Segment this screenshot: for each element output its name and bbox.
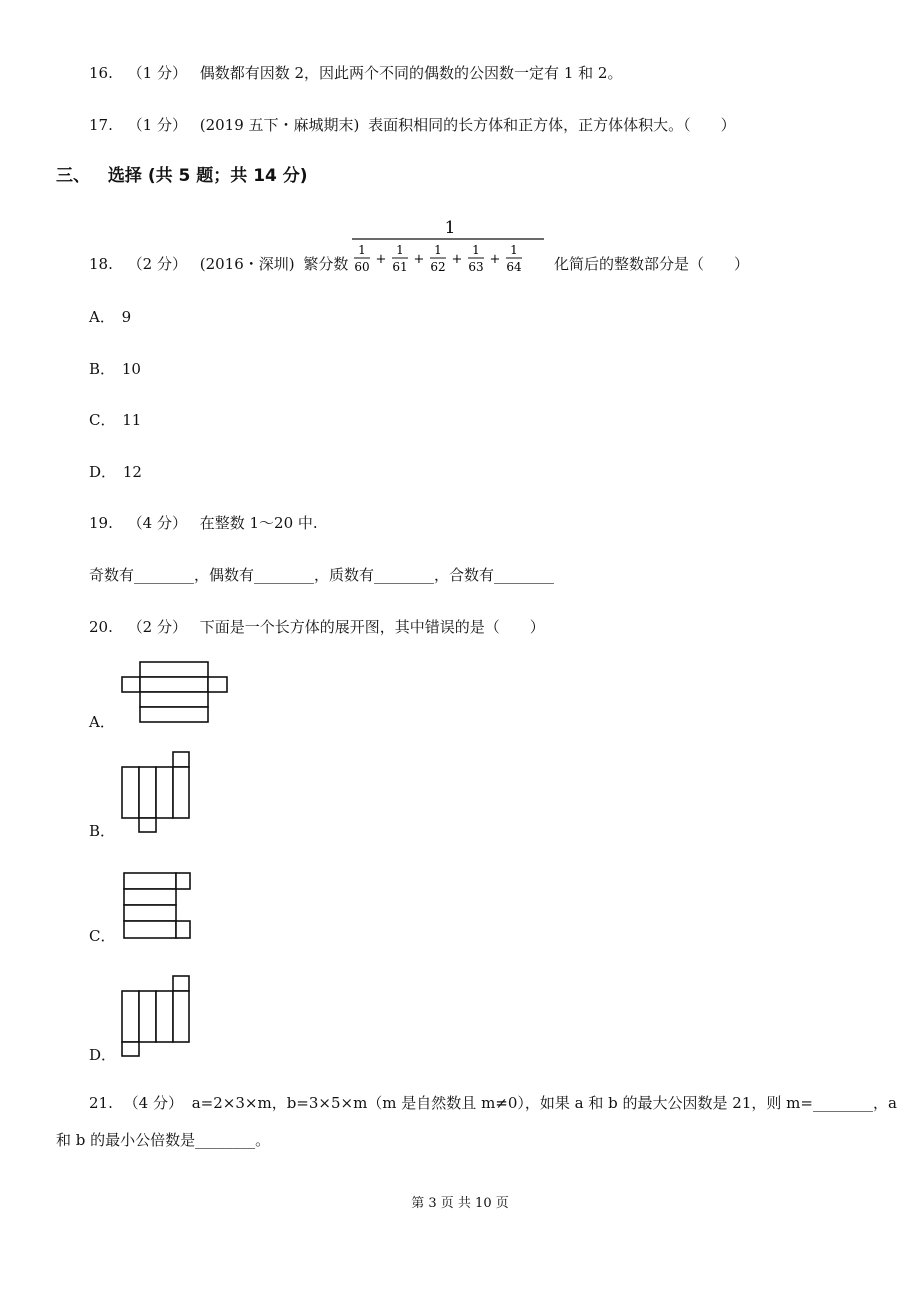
option-label: A． [89, 308, 115, 326]
question-21 [89, 1093, 897, 1113]
option-value: 9 [121, 308, 132, 326]
question-18 [89, 254, 348, 274]
plus-sign: + [375, 252, 387, 267]
question-source: (2019 五下・麻城期末) [199, 116, 360, 134]
option-c[interactable] [89, 410, 141, 430]
question-18-suffix: 化简后的整数部分是（ ） [554, 255, 750, 273]
option-value: 12 [122, 463, 142, 481]
question-number: 16. [89, 64, 113, 82]
term-denominator: 63 [468, 260, 484, 274]
plus-sign: + [413, 252, 425, 267]
term-numerator: 1 [358, 243, 366, 257]
question-number: 18. [89, 255, 113, 273]
term-denominator: 61 [392, 260, 408, 274]
question-score: （1 分） [127, 116, 187, 134]
question-score: （1 分） [127, 64, 187, 82]
option-d[interactable] [89, 462, 142, 482]
term-numerator: 1 [472, 243, 480, 257]
fraction-numerator: 1 [444, 218, 456, 238]
question-score: （2 分） [127, 618, 187, 636]
question-score: （4 分） [123, 1094, 183, 1112]
option-value: 11 [122, 411, 142, 429]
question-text: 下面是一个长方体的展开图，其中错误的是（ ） [199, 618, 545, 636]
complex-fraction [348, 212, 548, 278]
question-score: （4 分） [127, 514, 187, 532]
plus-sign: + [489, 252, 501, 267]
option-label: B． [89, 360, 116, 378]
section-title: 选择 (共 5 题；共 14 分) [107, 166, 308, 186]
option-b-label[interactable]: B． [89, 822, 116, 840]
option-label: D． [89, 463, 117, 481]
net-diagram-d [118, 974, 194, 1058]
question-number: 19. [89, 514, 113, 532]
question-score: （2 分） [127, 255, 187, 273]
question-number: 20. [89, 618, 113, 636]
question-19 [89, 513, 318, 533]
question-number: 17. [89, 116, 113, 134]
question-20 [89, 617, 545, 637]
term-denominator: 62 [430, 260, 446, 274]
option-a[interactable] [89, 307, 131, 327]
term-numerator: 1 [510, 243, 518, 257]
term-numerator: 1 [396, 243, 404, 257]
term-denominator: 64 [506, 260, 522, 274]
net-diagram-c [118, 870, 194, 942]
option-a-label[interactable]: A． [89, 713, 115, 731]
question-text: 偶数都有因数 2，因此两个不同的偶数的公因数一定有 1 和 2。 [199, 64, 623, 82]
question-16 [89, 63, 622, 83]
option-value: 10 [121, 360, 141, 378]
section-heading [56, 166, 308, 186]
plus-sign: + [451, 252, 463, 267]
question-number: 21. [89, 1094, 113, 1112]
question-text: 在整数 1～20 中. [199, 514, 318, 532]
net-diagram-a [118, 660, 232, 726]
question-21-line2[interactable]: 和 b 的最小公倍数是________。 [56, 1131, 271, 1149]
question-19-blanks[interactable]: 奇数有________，偶数有________，质数有________，合数有________ [89, 566, 555, 584]
section-index: 三、 [56, 166, 90, 186]
question-prefix: 繁分数 [303, 255, 349, 273]
option-d-label[interactable]: D． [89, 1046, 117, 1064]
question-text: 表面积相同的长方体和正方体，正方体体积大。（ ） [368, 116, 736, 134]
option-label: C． [89, 411, 116, 429]
option-c-label[interactable]: C． [89, 927, 116, 945]
page-footer: 第 3 页 共 10 页 [411, 1196, 509, 1211]
term-numerator: 1 [434, 243, 442, 257]
term-denominator: 60 [354, 260, 370, 274]
question-text[interactable]: a=2×3×m，b=3×5×m（m 是自然数且 m≠0），如果 a 和 b 的最大公因数是 21，则 m=________，a [191, 1094, 897, 1112]
question-17 [89, 115, 736, 135]
option-b[interactable] [89, 359, 141, 379]
question-source: (2016・深圳) [199, 255, 295, 273]
net-diagram-b [118, 750, 194, 834]
